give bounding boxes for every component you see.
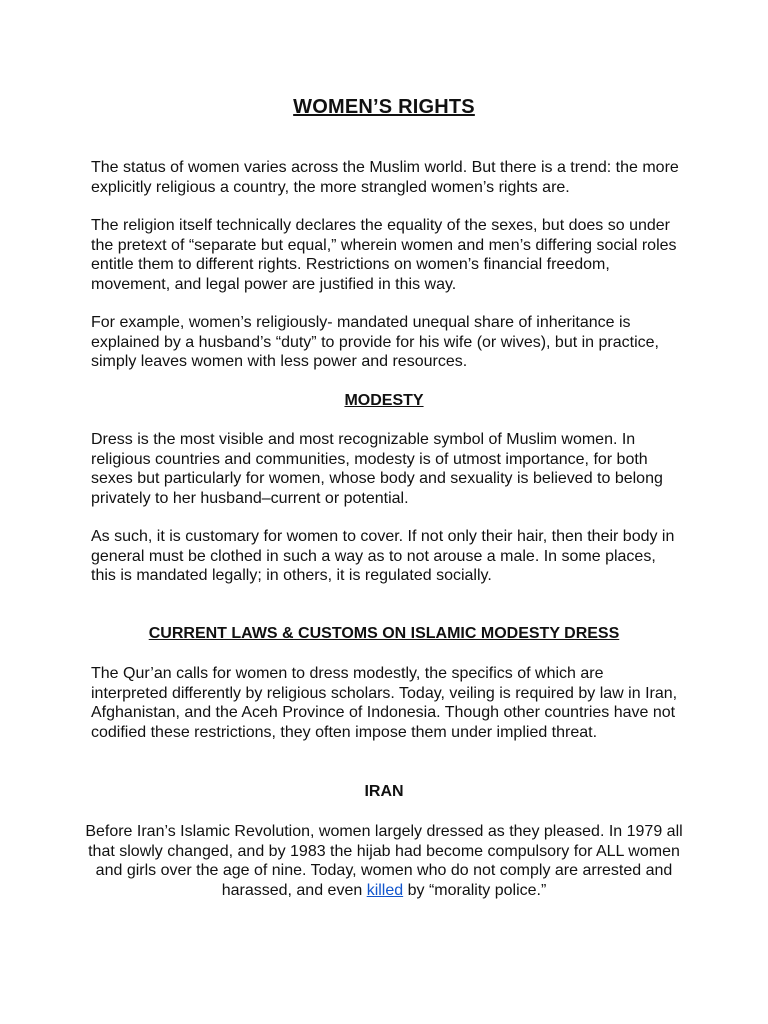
intro-paragraph-2: The religion itself technically declares the equality of the sexes, but does so under the pretext of “separate but equal,” wherein women and men’s differing social roles entitle them to different rights. Restrictions on women’s financial freedom, movement, and legal power are justified in this way.: [91, 217, 677, 293]
laws-heading: CURRENT LAWS & CUSTOMS ON ISLAMIC MODESTY DRESS: [148, 625, 620, 642]
page-title: WOMEN’S RIGHTS: [293, 96, 475, 118]
intro-paragraph-1: The status of women varies across the Muslim world. But there is a trend: the more explicitly religious a country, the more strangled women’s rights are.: [91, 159, 679, 196]
iran-paragraph-1: [84, 822, 684, 900]
iran-heading: IRAN: [364, 783, 404, 800]
modesty-paragraph-1: Dress is the most visible and most recognizable symbol of Muslim women. In religious countries and communities, modesty is of utmost importance, for both sexes but particularly for women, whose body and sexuality is believed to belong privately to her husband–current or potential.: [91, 431, 663, 507]
modesty-paragraph-2: As such, it is customary for women to cover. If not only their hair, then their body in general must be clothed in such a way as to not arouse a male. In some places, this is mandated legally; in others, it is regulated socially.: [91, 528, 675, 584]
killed-link[interactable]: killed: [366, 881, 404, 899]
intro-paragraph-3: For example, women’s religiously- mandated unequal share of inheritance is explained by a husband’s “duty” to provide for his wife (or wives), but in practice, simply leaves women with less power and resources.: [91, 314, 659, 370]
iran-paragraph-text-end: by “morality police.”: [403, 881, 547, 899]
modesty-heading: MODESTY: [344, 392, 424, 409]
iran-paragraph-text-start: Before Iran’s Islamic Revolution, women largely dressed as they pleased. In 1979 all that slowly changed, and by 1983 the hijab had become compulsory for ALL women and girls over the age of nine. Today, women who do not comply are arrested and harassed, and even: [85, 823, 683, 899]
laws-paragraph-1: The Qur’an calls for women to dress modestly, the specifics of which are interpreted differently by religious scholars. Today, veiling is required by law in Iran, Afghanistan, and the Aceh Province of Indonesia. Though other countries have not codified these restrictions, they often impose them under implied threat.: [91, 665, 678, 741]
